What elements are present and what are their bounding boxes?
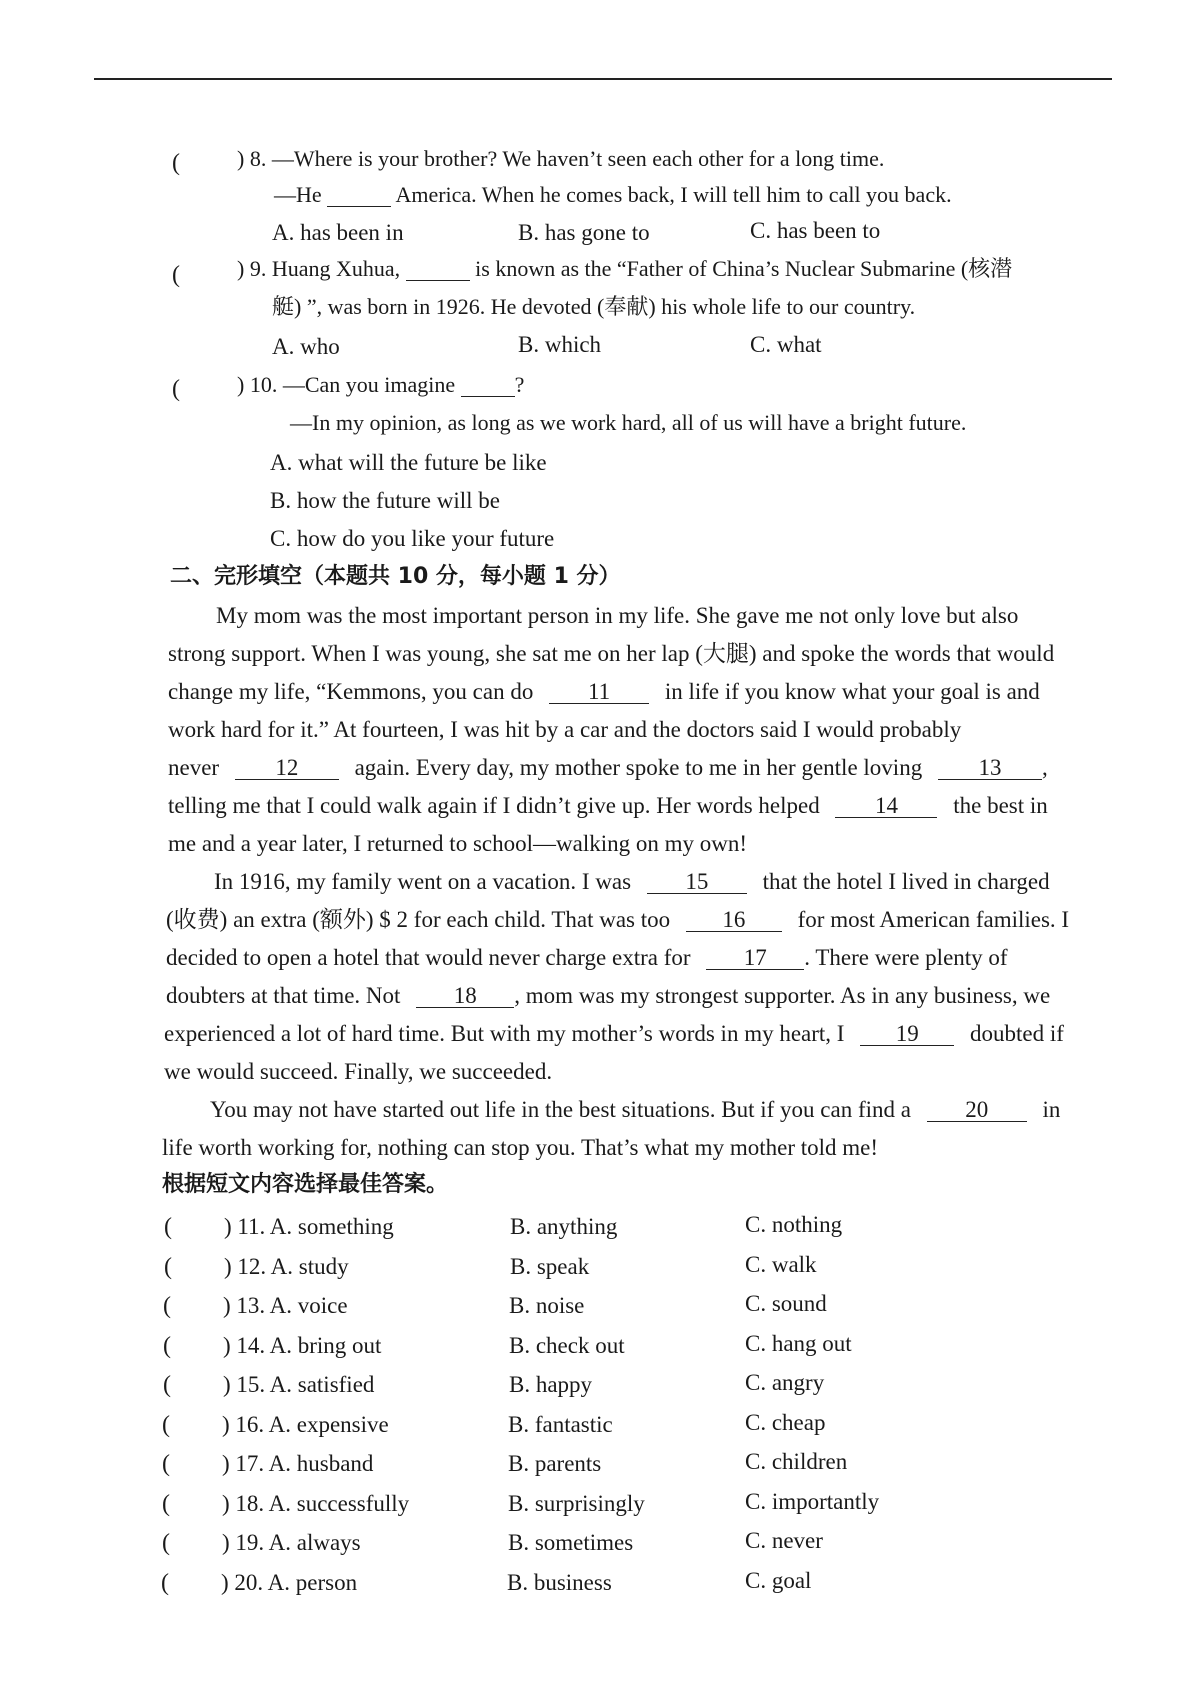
- answer-paren[interactable]: (: [162, 1412, 170, 1438]
- passage-line: [166, 908, 1069, 932]
- answer-option-c: C. never: [745, 1528, 823, 1553]
- blank-11: 11: [549, 680, 649, 704]
- passage-line: [168, 680, 1040, 704]
- answer-option-a: ) 18. A. successfully: [222, 1491, 410, 1516]
- blank-18: 18: [416, 984, 514, 1008]
- answer-option-b: B. sometimes: [508, 1530, 634, 1555]
- passage-text: . There were plenty of: [804, 945, 1008, 970]
- top-rule: [94, 78, 1112, 80]
- answer-option-b: B. speak: [510, 1254, 590, 1279]
- passage-text: doubters at that time. Not: [166, 983, 401, 1008]
- passage-line: we would succeed. Finally, we succeeded.: [164, 1059, 553, 1084]
- q10-option-a: A. what will the future be like: [270, 450, 547, 475]
- passage-text: in: [1042, 1097, 1061, 1122]
- q9-option-b: B. which: [518, 332, 602, 357]
- answer-option-c: C. importantly: [745, 1489, 880, 1514]
- answer-option-c: C. sound: [745, 1291, 827, 1316]
- answer-paren[interactable]: (: [162, 1530, 170, 1556]
- q10-stem-line1: [237, 374, 524, 397]
- answer-option-a: ) 15. A. satisfied: [223, 1372, 375, 1397]
- answer-paren[interactable]: (: [172, 376, 180, 402]
- passage-text: in life if you know what your goal is and: [664, 679, 1040, 704]
- answer-option-c: C. walk: [745, 1252, 817, 1277]
- passage-line: me and a year later, I returned to school—walking on my own!: [168, 831, 748, 856]
- passage-line: My mom was the most important person in my life. She gave me not only love but also: [216, 603, 1019, 628]
- passage-text: doubted if: [969, 1021, 1064, 1046]
- q10-stem-part1: ) 10. —Can you imagine: [237, 372, 456, 397]
- answer-paren[interactable]: (: [164, 1214, 172, 1240]
- passage-text: You may not have started out life in the best situations. But if you can find a: [210, 1097, 911, 1122]
- q8-blank: [327, 184, 391, 207]
- passage-text: (收费) an extra (额外) $ 2 for each child. That was too: [166, 907, 671, 932]
- passage-text: change my life, “Kemmons, you can do: [168, 679, 534, 704]
- q9-stem-part2: is known as the “Father of China’s Nuclear Submarine (核潜: [475, 256, 1013, 281]
- q10-option-c: C. how do you like your future: [270, 526, 555, 551]
- passage-text: experienced a lot of hard time. But with my mother’s words in my heart, I: [164, 1021, 845, 1046]
- instruction: 根据短文内容选择最佳答案。: [162, 1172, 449, 1197]
- passage-line: [214, 870, 1050, 894]
- passage-line: work hard for it.” At fourteen, I was hit by a car and the doctors said I would probably: [168, 717, 962, 742]
- passage-text: again. Every day, my mother spoke to me in her gentle loving: [354, 755, 923, 780]
- q8-stem-part1: —He: [274, 182, 322, 207]
- passage-line: [166, 984, 1050, 1008]
- passage-text: for most American families. I: [797, 907, 1070, 932]
- q9-stem-part1: ) 9. Huang Xuhua,: [237, 256, 401, 281]
- passage-line: [164, 1022, 1064, 1046]
- q9-blank: [406, 258, 470, 281]
- answer-option-a: ) 11. A. something: [224, 1214, 394, 1239]
- passage-line: [166, 946, 1008, 970]
- passage-text: In 1916, my family went on a vacation. I was: [214, 869, 632, 894]
- answer-option-c: C. nothing: [745, 1212, 843, 1237]
- blank-20: 20: [927, 1098, 1027, 1122]
- blank-12: 12: [235, 756, 339, 780]
- q10-stem-part2: ?: [514, 372, 525, 397]
- q9-option-a: A. who: [272, 334, 340, 359]
- q10-blank: [461, 374, 515, 397]
- passage-line: [210, 1098, 1060, 1122]
- q8-stem-part2: America. When he comes back, I will tell him to call you back.: [395, 182, 952, 207]
- answer-option-c: C. angry: [745, 1370, 825, 1395]
- blank-13: 13: [938, 756, 1042, 780]
- q9-option-c: C. what: [750, 332, 822, 357]
- answer-option-b: B. surprisingly: [508, 1491, 645, 1516]
- answer-option-b: B. check out: [509, 1333, 625, 1358]
- q10-stem-line2: —In my opinion, as long as we work hard, all of us will have a bright future.: [290, 410, 967, 435]
- answer-paren[interactable]: (: [161, 1570, 169, 1596]
- answer-option-c: C. hang out: [745, 1331, 852, 1356]
- answer-option-a: ) 14. A. bring out: [223, 1333, 382, 1358]
- answer-paren[interactable]: (: [172, 262, 180, 288]
- answer-option-a: ) 19. A. always: [222, 1530, 361, 1555]
- passage-text: , mom was my strongest supporter. As in any business, we: [514, 983, 1051, 1008]
- passage-line: [168, 794, 1048, 818]
- answer-option-b: B. happy: [509, 1372, 593, 1397]
- answer-option-b: B. fantastic: [508, 1412, 613, 1437]
- passage-line: [168, 756, 1048, 780]
- answer-option-a: ) 16. A. expensive: [222, 1412, 389, 1437]
- answer-paren[interactable]: (: [172, 150, 180, 176]
- q8-option-b: B. has gone to: [518, 220, 650, 245]
- q10-option-b: B. how the future will be: [270, 488, 500, 513]
- answer-option-b: B. business: [507, 1570, 612, 1595]
- answer-option-c: C. children: [745, 1449, 848, 1474]
- q8-stem-line1: ) 8. —Where is your brother? We haven’t seen each other for a long time.: [237, 146, 885, 171]
- answer-paren[interactable]: (: [163, 1372, 171, 1398]
- answer-option-a: ) 12. A. study: [224, 1254, 349, 1279]
- answer-option-b: B. noise: [509, 1293, 585, 1318]
- q8-option-a: A. has been in: [272, 220, 404, 245]
- q8-stem-line2: [274, 184, 952, 207]
- answer-option-a: ) 20. A. person: [221, 1570, 358, 1595]
- passage-text: that the hotel I lived in charged: [762, 869, 1050, 894]
- answer-paren[interactable]: (: [163, 1333, 171, 1359]
- q8-option-c: C. has been to: [750, 218, 881, 243]
- blank-16: 16: [686, 908, 782, 932]
- passage-text: never: [168, 755, 220, 780]
- answer-option-b: B. anything: [510, 1214, 618, 1239]
- passage-line: life worth working for, nothing can stop you. That’s what my mother told me!: [162, 1135, 879, 1160]
- blank-15: 15: [647, 870, 747, 894]
- blank-14: 14: [835, 794, 937, 818]
- passage-text: the best in: [953, 793, 1048, 818]
- answer-paren[interactable]: (: [163, 1293, 171, 1319]
- answer-option-c: C. goal: [745, 1568, 812, 1593]
- answer-option-a: ) 13. A. voice: [223, 1293, 348, 1318]
- blank-19: 19: [860, 1022, 954, 1046]
- passage-text: decided to open a hotel that would never charge extra for: [166, 945, 691, 970]
- answer-option-c: C. cheap: [745, 1410, 826, 1435]
- passage-text: telling me that I could walk again if I didn’t give up. Her words helped: [168, 793, 820, 818]
- answer-option-a: ) 17. A. husband: [222, 1451, 374, 1476]
- q9-stem-line1: [237, 258, 1012, 281]
- passage-line: strong support. When I was young, she sat me on her lap (大腿) and spoke the words that would: [168, 641, 1055, 666]
- blank-17: 17: [706, 946, 804, 970]
- q9-stem-line2: 艇) ”, was born in 1926. He devoted (奉献) his whole life to our country.: [272, 294, 916, 319]
- passage-text: ,: [1041, 755, 1048, 780]
- section-heading: 二、完形填空（本题共 10 分，每小题 1 分）: [170, 564, 621, 589]
- answer-paren[interactable]: (: [162, 1491, 170, 1517]
- answer-paren[interactable]: (: [164, 1254, 172, 1280]
- answer-option-b: B. parents: [508, 1451, 602, 1476]
- answer-paren[interactable]: (: [162, 1451, 170, 1477]
